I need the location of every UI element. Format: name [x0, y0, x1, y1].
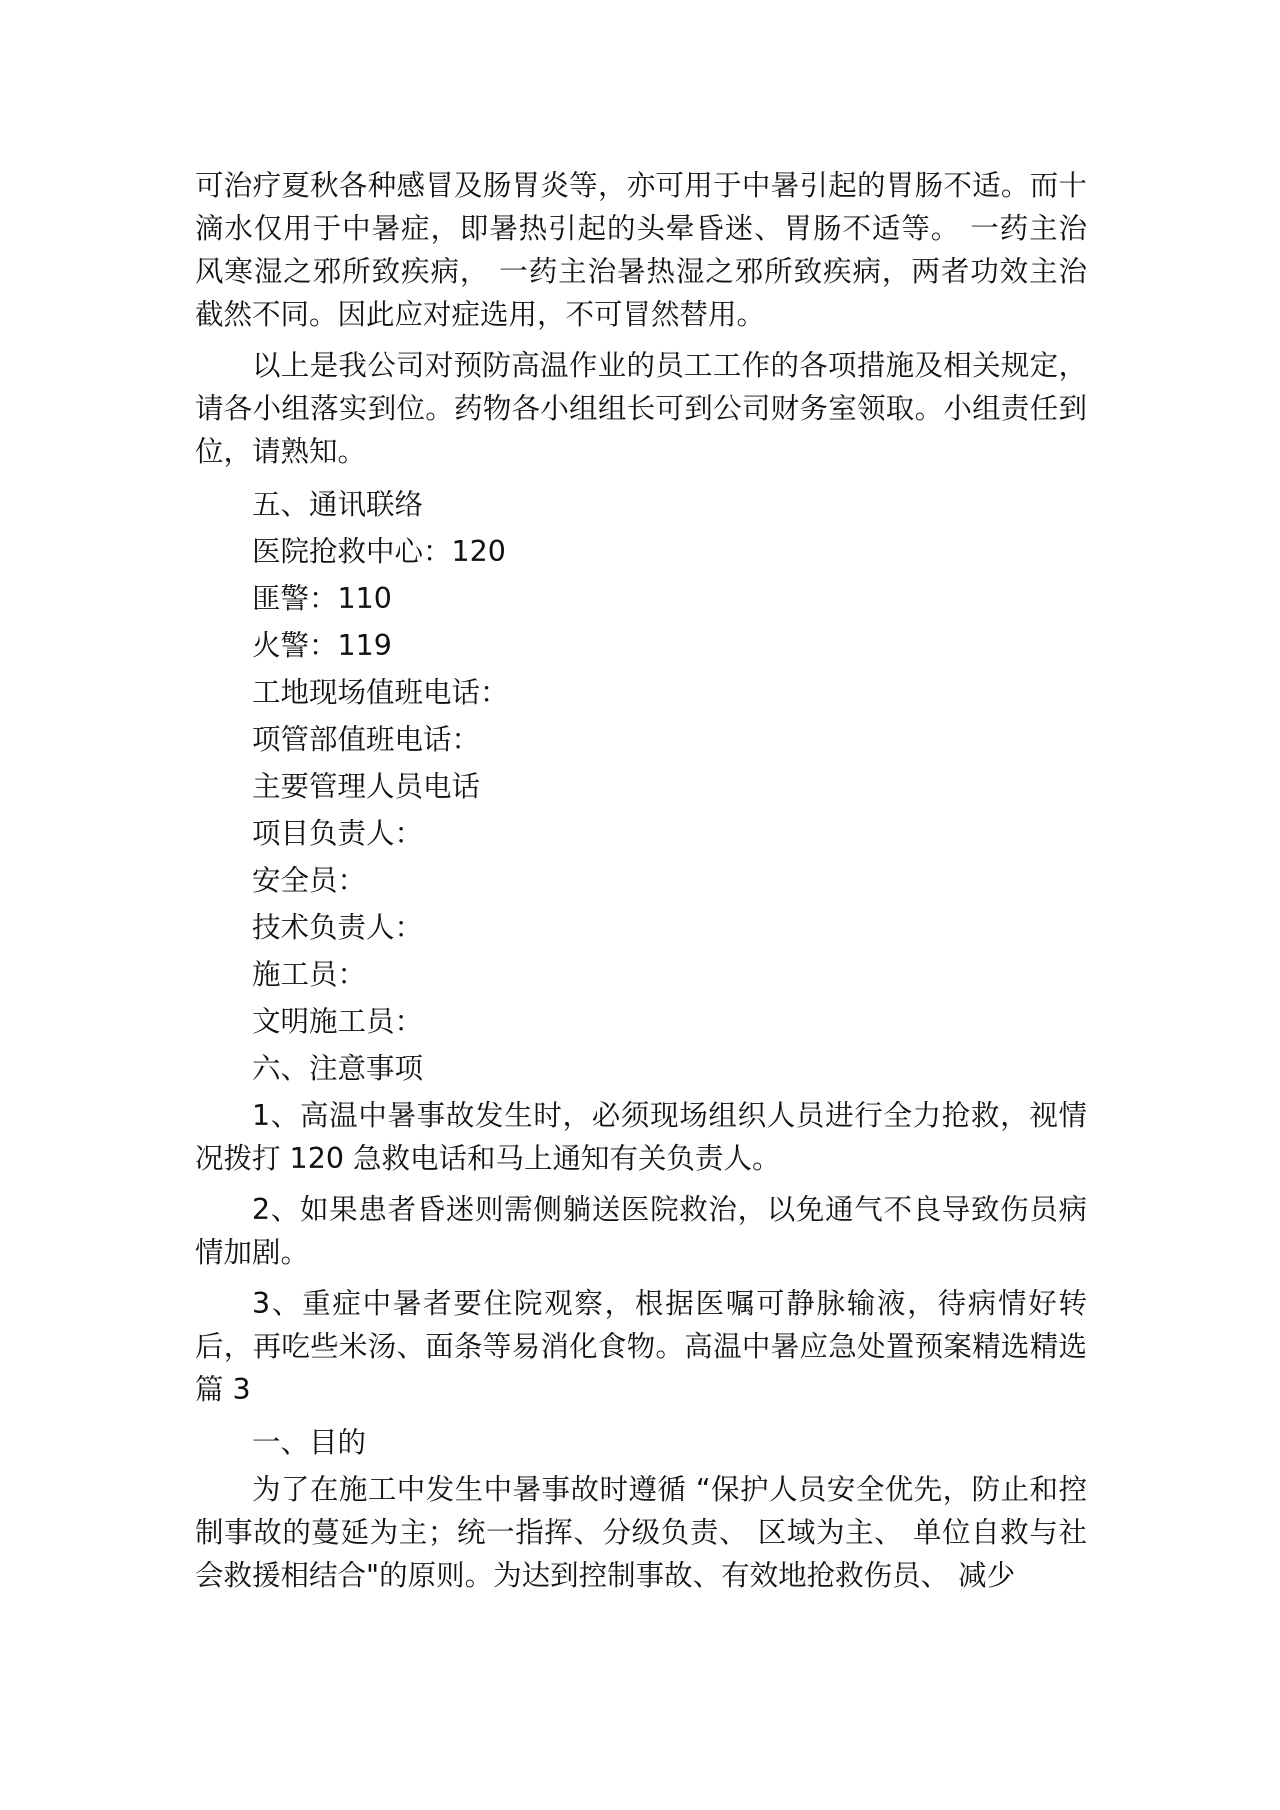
contact-line-project-lead: 项目负责人：: [252, 817, 424, 850]
contact-line-constructor: 施工员：: [252, 958, 367, 991]
contact-line-fire: 火警：119: [252, 629, 392, 662]
contact-line-site-duty: 工地现场值班电话：: [252, 676, 509, 709]
section-heading-contacts: 五、通讯联络: [252, 488, 424, 521]
contact-line-hospital: 医院抢救中心：120: [252, 535, 506, 568]
precaution-item: 3、重症中暑者要住院观察，根据医嘱可静脉输液，待病情好转后，再吃些米汤、面条等易消化食物。高温中暑应急处置预案精选精选篇 3: [195, 1287, 1087, 1406]
paragraph-goal: 为了在施工中发生中暑事故时遵循 “保护人员安全优先，防止和控制事故的蔓延为主；统一指挥、分级负责、 区域为主、 单位自救与社会救援相结合"的原则。为达到控制事故、有效地抢救伤员、 减少: [195, 1473, 1087, 1592]
contact-line-tech-lead: 技术负责人：: [252, 911, 424, 944]
section-heading-precautions: 六、注意事项: [252, 1052, 424, 1085]
paragraph-treatment-note: 可治疗夏秋各种感冒及肠胃炎等，亦可用于中暑引起的胃肠不适。而十滴水仅用于中暑症，即暑热引起的头晕昏迷、胃肠不适等。 一药主治风寒湿之邪所致疾病， 一药主治暑热湿之邪所致疾病，两者功效主治截然不同。因此应对症选用，不可冒然替用。: [195, 169, 1087, 331]
precaution-item: 2、如果患者昏迷则需侧躺送医院救治，以免通气不良导致伤员病情加剧。: [195, 1193, 1087, 1269]
section-heading-goal: 一、目的: [252, 1426, 367, 1459]
precaution-item: 1、高温中暑事故发生时，必须现场组织人员进行全力抢救，视情况拨打 120 急救电话和马上通知有关负责人。: [195, 1099, 1087, 1175]
paragraph-summary: 以上是我公司对预防高温作业的员工工作的各项措施及相关规定，请各小组落实到位。药物各小组组长可到公司财务室领取。小组责任到位，请熟知。: [195, 349, 1087, 468]
document-page: [195, 164, 1087, 1605]
contact-line-police: 匪警：110: [252, 582, 392, 615]
contact-line-civil-constructor: 文明施工员：: [252, 1005, 424, 1038]
contact-line-managers: 主要管理人员电话: [252, 770, 481, 803]
contact-line-safety-officer: 安全员：: [252, 864, 367, 897]
contact-line-dept-duty: 项管部值班电话：: [252, 723, 481, 756]
